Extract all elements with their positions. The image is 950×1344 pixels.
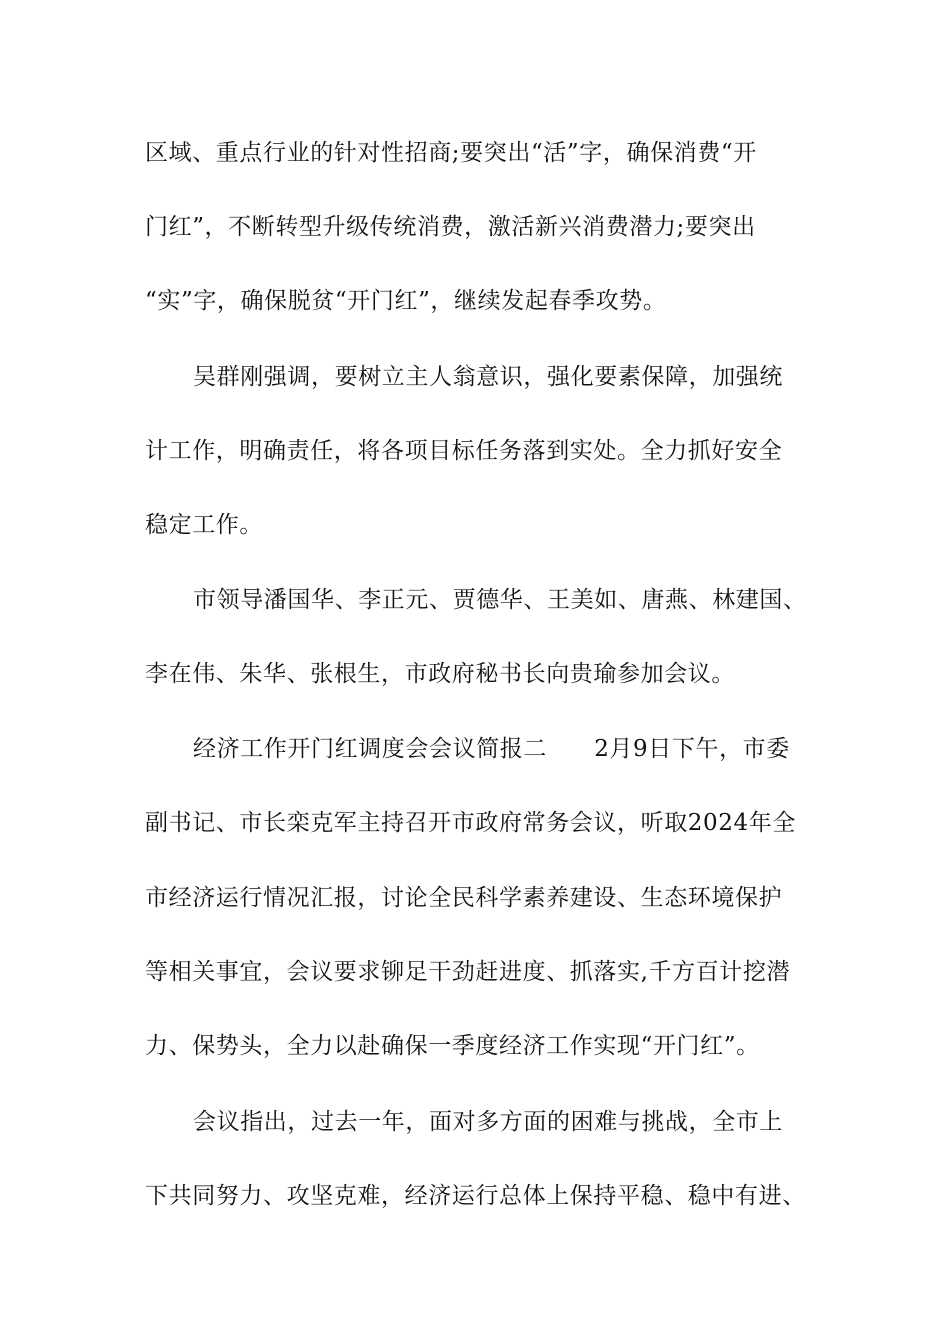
paragraph-first-line: 市领导潘国华、李正元、贾德华、王美如、唐燕、林建国、 [193, 587, 807, 613]
text-line: 副书记、市长栾克军主持召开市政府常务会议，听取2024年全 [145, 810, 796, 836]
paragraph-first-line: 吴群刚强调，要树立主人翁意识，强化要素保障，加强统 [193, 364, 783, 390]
text-line: 门红”，不断转型升级传统消费，激活新兴消费潜力;要突出 [145, 214, 756, 240]
paragraph-first-line: 经济工作开门红调度会会议简报二 2月9日下午，市委 [193, 736, 790, 762]
text-line: 等相关事宜，会议要求铆足干劲赶进度、抓落实,千方百计挖潜 [145, 959, 791, 985]
text-line: 市经济运行情况汇报，讨论全民科学素养建设、生态环境保护 [145, 885, 783, 911]
paragraph-first-line: 会议指出，过去一年，面对多方面的困难与挑战，全市上 [193, 1109, 783, 1135]
text-line: 区域、重点行业的针对性招商;要突出“活”字，确保消费“开 [145, 140, 757, 166]
text-line: 稳定工作。 [145, 512, 263, 538]
text-line: 力、保势头，全力以赴确保一季度经济工作实现“开门红”。 [145, 1033, 760, 1059]
text-line: 李在伟、朱华、张根生，市政府秘书长向贵瑜参加会议。 [145, 661, 735, 687]
text-line: 下共同努力、攻坚克难，经济运行总体上保持平稳、稳中有进、 [145, 1183, 806, 1209]
text-line: “实”字，确保脱贫“开门红”，继续发起春季攻势。 [145, 288, 667, 314]
text-line: 计工作，明确责任，将各项目标任务落到实处。全力抓好安全 [145, 438, 783, 464]
